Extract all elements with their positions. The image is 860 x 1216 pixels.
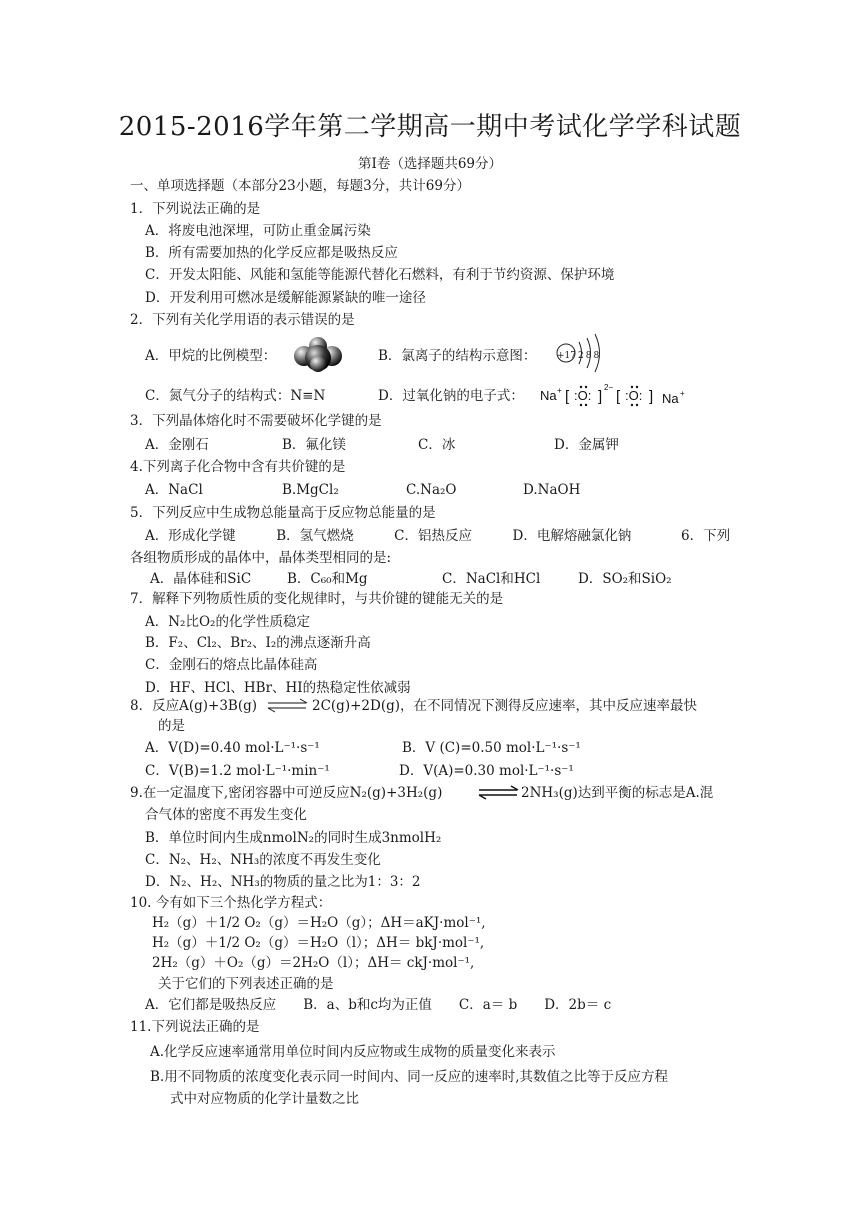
- q3-option-c: C．冰: [418, 437, 456, 453]
- q7-option-b: B．F₂、Cl₂、Br₂、I₂的沸点逐渐升高: [145, 635, 371, 651]
- q8-option-c: C．V(B)=1.2 mol·L⁻¹·min⁻¹: [145, 763, 330, 779]
- q6-option-c: C．NaCl和HCl: [442, 571, 541, 587]
- sodium-peroxide-electron-formula-icon: [538, 381, 690, 409]
- q5-options: A．形成化学键 B．氢气燃烧 C．铝热反应 D．电解熔融氯化钠: [145, 528, 632, 544]
- q1-option-b: B．所有需要加热的化学反应都是吸热反应: [145, 245, 398, 261]
- svg-text:+: +: [557, 386, 562, 395]
- q5-stem: 5．下列反应中生成物总能量高于反应物总能量的是: [130, 505, 436, 521]
- svg-text:[: [: [565, 388, 570, 405]
- q9-stem-part1: 9.在一定温度下,密闭容器中可逆反应N₂(g)+3H₂(g): [130, 785, 443, 801]
- q2-stem: 2．下列有关化学用语的表示错误的是: [130, 312, 355, 328]
- q10-question: 关于它们的下列表述正确的是: [158, 976, 334, 992]
- q1-option-d: D．开发利用可燃冰是缓解能源紧缺的唯一途径: [145, 290, 426, 306]
- svg-text:[: [: [616, 388, 621, 405]
- q9-option-c: C．N₂、H₂、NH₃的浓度不再发生变化: [145, 852, 381, 868]
- q6-option-b: B．C₆₀和Mg: [287, 571, 368, 587]
- q10-options: A．它们都是吸热反应 B．a、b和c均为正值 C．a＝ b D．2b＝ c: [145, 997, 612, 1013]
- volume-heading: 第Ⅰ卷（选择题共69分）: [357, 156, 502, 172]
- q2-option-c: C．氮气分子的结构式：N≡N: [145, 388, 326, 404]
- svg-text:+: +: [680, 389, 685, 398]
- q3-option-a: A．金刚石: [145, 437, 209, 453]
- section-heading: 一、单项选择题（本部分23小题，每题3分，共计69分）: [130, 178, 470, 194]
- svg-text:]: ]: [649, 388, 654, 405]
- q10-equation-1: H₂（g）＋1/2 O₂（g）＝H₂O（g）；ΔH＝aKJ·mol⁻¹,: [152, 915, 486, 931]
- q3-option-b: B．氟化镁: [282, 437, 346, 453]
- q4-option-a: A．NaCl: [145, 482, 203, 498]
- svg-text:Na: Na: [662, 391, 679, 406]
- q6-option-d: D．SO₂和SiO₂: [578, 571, 672, 587]
- q7-option-d: D．HF、HCl、HBr、HI的热稳定性依减弱: [145, 680, 411, 696]
- q4-option-c: C.Na₂O: [406, 482, 457, 498]
- page-title: 2015-2016学年第二学期高一期中考试化学学科试题: [118, 112, 742, 142]
- q3-option-d: D．金属钾: [554, 437, 619, 453]
- q11-option-b-continued: 式中对应物质的化学计量数之比: [170, 1091, 359, 1107]
- q1-option-a: A．将废电池深埋，可防止重金属污染: [145, 223, 371, 239]
- q9-stem-part2: 2NH₃(g)达到平衡的标志是A.混: [521, 785, 714, 801]
- equilibrium-arrow-icon: [477, 785, 521, 801]
- q4-option-d: D.NaOH: [523, 482, 581, 498]
- q7-option-a: A．N₂比O₂的化学性质稳定: [145, 614, 310, 630]
- q11-option-a: A.化学反应速率通常用单位时间内反应物或生成物的质量变化来表示: [150, 1044, 556, 1060]
- svg-text::O:: :O:: [625, 388, 643, 403]
- q4-option-b: B.MgCl₂: [282, 482, 339, 498]
- q6-stem: 各组物质形成的晶体中，晶体类型相同的是:: [130, 550, 392, 566]
- equilibrium-arrow-icon: [266, 698, 310, 714]
- q8-stem-part2: 2C(g)+2D(g)，在不同情况下测得反应速率，其中反应速率最快: [312, 698, 697, 714]
- q7-stem: 7．解释下列物质性质的变化规律时，与共价键的键能无关的是: [130, 591, 504, 607]
- q9-option-a: 合气体的密度不再发生变化: [145, 807, 307, 823]
- q6-option-a: A．晶体硅和SiC: [150, 571, 252, 587]
- q10-stem: 10. 今有如下三个热化学方程式：: [130, 895, 332, 911]
- q10-equation-3: 2H₂（g）＋O₂（g）＝2H₂O（l）；ΔH＝ ckJ·mol⁻¹,: [152, 955, 475, 971]
- q8-option-b: B．V (C)=0.50 mol·L⁻¹·s⁻¹: [402, 740, 581, 756]
- svg-text:]: ]: [598, 388, 603, 405]
- q10-equation-2: H₂（g）＋1/2 O₂（g）＝H₂O（l）；ΔH＝ bkJ·mol⁻¹,: [152, 935, 485, 951]
- q1-stem: 1．下列说法正确的是: [130, 201, 261, 217]
- q3-stem: 3．下列晶体熔化时不需要破坏化学键的是: [130, 413, 382, 429]
- svg-text:2−: 2−: [604, 383, 614, 392]
- methane-model-icon: [292, 336, 344, 372]
- q2-option-a: A．甲烷的比例模型：: [145, 348, 277, 364]
- q11-stem: 11.下列说法正确的是: [130, 1019, 260, 1035]
- q6-stem-start: 6．下列: [681, 528, 731, 544]
- q9-option-d: D．N₂、H₂、NH₃的物质的量之比为1：3：2: [145, 874, 421, 890]
- q7-option-c: C．金刚石的熔点比晶体硅高: [145, 657, 318, 673]
- q11-option-b: B.用不同物质的浓度变化表示同一时间内、同一反应的速率时,其数值之比等于反应方程: [150, 1069, 669, 1085]
- q4-stem: 4.下列离子化合物中含有共价键的是: [130, 459, 346, 475]
- q9-option-b: B．单位时间内生成nmolN₂的同时生成3nmolH₂: [145, 830, 442, 846]
- q2-option-b: B．氯离子的结构示意图：: [378, 348, 537, 364]
- q8-stem-part1: 8．反应A(g)+3B(g): [130, 698, 258, 714]
- q1-option-c: C．开发太阳能、风能和氢能等能源代替化石燃料，有利于节约资源、保护环境: [145, 267, 615, 283]
- q8-option-d: D．V(A)=0.30 mol·L⁻¹·s⁻¹: [399, 763, 574, 779]
- q2-option-d: D．过氧化钠的电子式：: [378, 388, 524, 404]
- q8-option-a: A．V(D)=0.40 mol·L⁻¹·s⁻¹: [145, 740, 320, 756]
- svg-text::O:: :O:: [574, 388, 592, 403]
- chloride-nucleus-label: +17: [557, 351, 576, 361]
- chloride-shell-electrons: 288: [578, 351, 602, 361]
- svg-text:Na: Na: [540, 388, 557, 403]
- q8-stem-part3: 的是: [158, 718, 185, 734]
